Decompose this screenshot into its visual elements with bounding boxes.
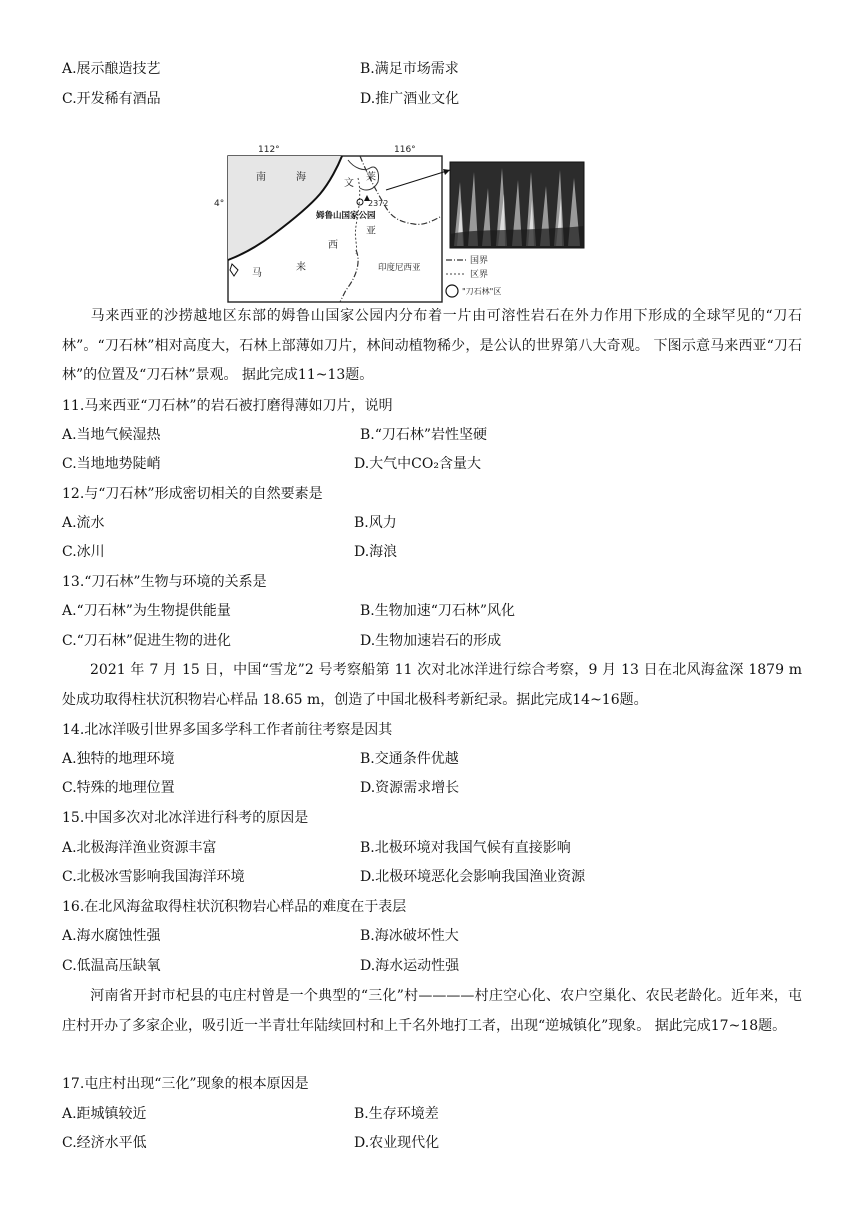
q16-stem: 16.在北风海盆取得柱状沉积物岩心样品的难度在于表层	[62, 899, 407, 915]
legend-area-icon	[446, 285, 458, 297]
malaysia-label-1: 马	[252, 268, 262, 279]
q12-option-c: C.冰川	[62, 544, 105, 560]
q12-option-b: B.风力	[354, 515, 397, 531]
legend-national-border: 国界	[470, 256, 489, 266]
q13-option-d: D.生物加速岩石的形成	[360, 633, 502, 649]
map-figure	[214, 142, 588, 304]
pointer-arrow-icon	[443, 169, 450, 175]
q10-option-a: A.展示酿造技艺	[62, 61, 161, 77]
q16-option-d: D.海水运动性强	[360, 958, 460, 974]
q14-option-d: D.资源需求增长	[360, 780, 460, 796]
q11-option-d: D.大气中CO₂含量大	[354, 456, 481, 472]
q16-option-a: A.海水腐蚀性强	[62, 928, 161, 944]
legend-district-border: 区界	[470, 270, 489, 280]
q15-option-a: A.北极海洋渔业资源丰富	[62, 840, 217, 856]
q17-option-c: C.经济水平低	[62, 1135, 147, 1151]
park-label: 姆鲁山国家公园	[316, 211, 376, 221]
q16-option-b: B.海冰破坏性大	[360, 928, 459, 944]
sea-label-1: 南	[256, 172, 266, 183]
q17-option-d: D.农业现代化	[354, 1135, 440, 1151]
q14-option-b: B.交通条件优越	[360, 751, 459, 767]
sea-label-2: 海	[296, 172, 306, 183]
q13-option-a: A.“刀石林”为生物提供能量	[62, 603, 231, 619]
wenlai-label-1: 文	[344, 178, 354, 189]
stone-forest-photo	[450, 162, 584, 248]
q12-option-d: D.海浪	[354, 544, 398, 560]
indonesia-label: 印度尼西亚	[378, 263, 421, 273]
q10-option-c: C.开发稀有酒品	[62, 91, 161, 107]
q17-stem: 17.屯庄村出现“三化”现象的根本原因是	[62, 1076, 309, 1092]
passage-2: 2021 年 7 月 15 日，中国“雪龙”2 号考察船第 11 次对北冰洋进行综合考察，9 月 13 日在北风海盆深 1879 m 处成功取得柱状沉积物岩心样品 18.65 m，创造了中国北极科考新纪录。据此完成14~16题。	[62, 662, 802, 708]
q13-stem: 13.“刀石林”生物与环境的关系是	[62, 574, 267, 590]
q14-option-c: C.特殊的地理位置	[62, 780, 175, 796]
q17-option-a: A.距城镇较近	[62, 1106, 147, 1122]
q11-option-a: A.当地气候湿热	[62, 427, 161, 443]
q15-option-b: B.北极环境对我国气候有直接影响	[360, 840, 571, 856]
q11-stem: 11.马来西亚“刀石林”的岩石被打磨得薄如刀片，说明	[62, 398, 393, 414]
lat-4-label: 4°	[214, 199, 225, 209]
q13-option-c: C.“刀石林”促进生物的进化	[62, 633, 231, 649]
q11-option-c: C.当地地势陡峭	[62, 456, 161, 472]
wenlai-label-2: 莱	[366, 172, 376, 183]
q15-option-c: C.北极冰雪影响我国海洋环境	[62, 869, 245, 885]
q13-option-b: B.生物加速“刀石林”风化	[360, 603, 516, 619]
map-svg	[214, 142, 588, 304]
passage-3: 河南省开封市杞县的屯庄村曾是一个典型的“三化”村————村庄空心化、农户空巢化、农民老龄化。近年来，屯庄村开办了多家企业，吸引近一半青壮年陆续回村和上千名外地打工者，出现“逆城镇化”现象。 据此完成17~18题。	[62, 988, 802, 1034]
map-legend	[446, 255, 501, 297]
q15-option-d: D.北极环境恶化会影响我国渔业资源	[360, 869, 586, 885]
lon-112-label: 112°	[258, 145, 280, 155]
malaysia-label-4: 亚	[366, 226, 376, 237]
q14-option-a: A.独特的地理环境	[62, 751, 175, 767]
q12-stem: 12.与“刀石林”形成密切相关的自然要素是	[62, 486, 323, 502]
q10-option-b: B.满足市场需求	[360, 61, 459, 77]
q17-option-b: B.生存环境差	[354, 1106, 439, 1122]
malaysia-label-2: 来	[296, 262, 306, 273]
q11-option-b: B.“刀石林”岩性坚硬	[360, 427, 488, 443]
legend-area: "刀石林"区	[462, 287, 502, 296]
elevation-label: 2372	[368, 199, 389, 208]
q12-option-a: A.流水	[62, 515, 105, 531]
passage-1: 马来西亚的沙捞越地区东部的姆鲁山国家公园内分布着一片由可溶性岩石在外力作用下形成的全球罕见的“刀石林”。“刀石林”相对高度大，石林上部薄如刀片，林间动植物稀少，是公认的世界第八大奇观。 下图示意马来西亚“刀石林”的位置及“刀石林”景观。 据此完成11~13题。	[62, 308, 802, 383]
q15-stem: 15.中国多次对北冰洋进行科考的原因是	[62, 810, 309, 826]
q10-option-d: D.推广酒业文化	[360, 91, 460, 107]
q16-option-c: C.低温高压缺氧	[62, 958, 161, 974]
malaysia-label-3: 西	[328, 240, 338, 251]
lon-116-label: 116°	[394, 145, 416, 155]
q14-stem: 14.北冰洋吸引世界多国多学科工作者前往考察是因其	[62, 722, 393, 738]
